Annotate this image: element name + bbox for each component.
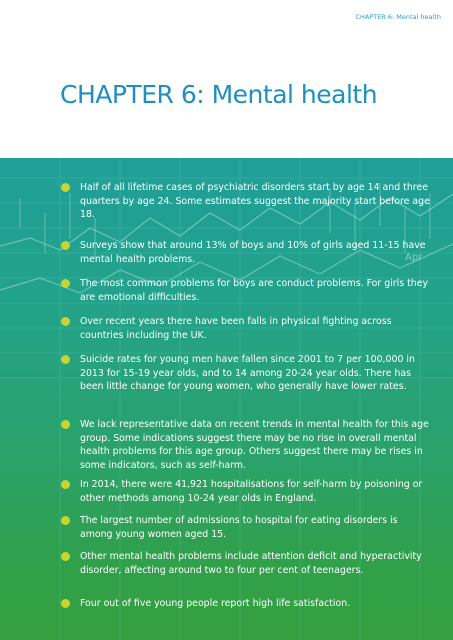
bullet-dot-icon [61,420,70,429]
list-item [80,239,430,266]
background-chart-label: Apr [405,252,423,263]
list-item-text: Four out of five young people report high life satisfaction. [80,598,351,609]
bullet-dot-icon [61,279,70,288]
content-panel [0,158,453,640]
list-item [80,550,430,577]
list-item [80,597,430,611]
bullet-dot-icon [61,355,70,364]
bullet-dot-icon [61,516,70,525]
list-item [80,478,430,505]
list-item [80,353,430,394]
list-item-text: Other mental health problems include attention deficit and hyperactivity disorder, affecting around two to four per cent of teenagers. [80,551,422,576]
chapter-title: CHAPTER 6: Mental health [60,80,378,109]
list-item [80,181,430,222]
list-item-text: Half of all lifetime cases of psychiatric disorders start by age 14 and three quarters by age 24. Some estimates suggest the majority start before age 18. [80,182,430,221]
bullet-dot-icon [61,183,70,192]
list-item-text: The largest number of admissions to hospital for eating disorders is among young women aged 15. [80,515,398,540]
bullet-dot-icon [61,241,70,250]
list-item-text: In 2014, there were 41,921 hospitalisations for self-harm by poisoning or other methods among 10-24 year olds in England. [80,479,423,504]
running-head: CHAPTER 6: Mental health [355,13,441,21]
list-item [80,514,430,541]
list-item [80,277,430,304]
list-item-text: Surveys show that around 13% of boys and 10% of girls aged 11-15 have mental health problems. [80,240,426,265]
list-item-text: We lack representative data on recent trends in mental health for this age group. Some indications suggest there may be no rise in overall mental health problems for this age group. Others suggest there may be rises in some indicators, such as self-harm. [80,419,429,471]
bullet-dot-icon [61,317,70,326]
list-item [80,418,430,472]
list-item-text: Suicide rates for young men have fallen since 2001 to 7 per 100,000 in 2013 for 15-19 year olds, and to 14 among 20-24 year olds. There has been little change for young women, who generally have lower rates. [80,354,415,393]
bullet-dot-icon [61,599,70,608]
list-item [80,315,430,342]
bullet-dot-icon [61,480,70,489]
bullet-dot-icon [61,552,70,561]
list-item-text: Over recent years there have been falls in physical fighting across countries including the UK. [80,316,392,341]
list-item-text: The most common problems for boys are conduct problems. For girls they are emotional difficulties. [80,278,429,303]
